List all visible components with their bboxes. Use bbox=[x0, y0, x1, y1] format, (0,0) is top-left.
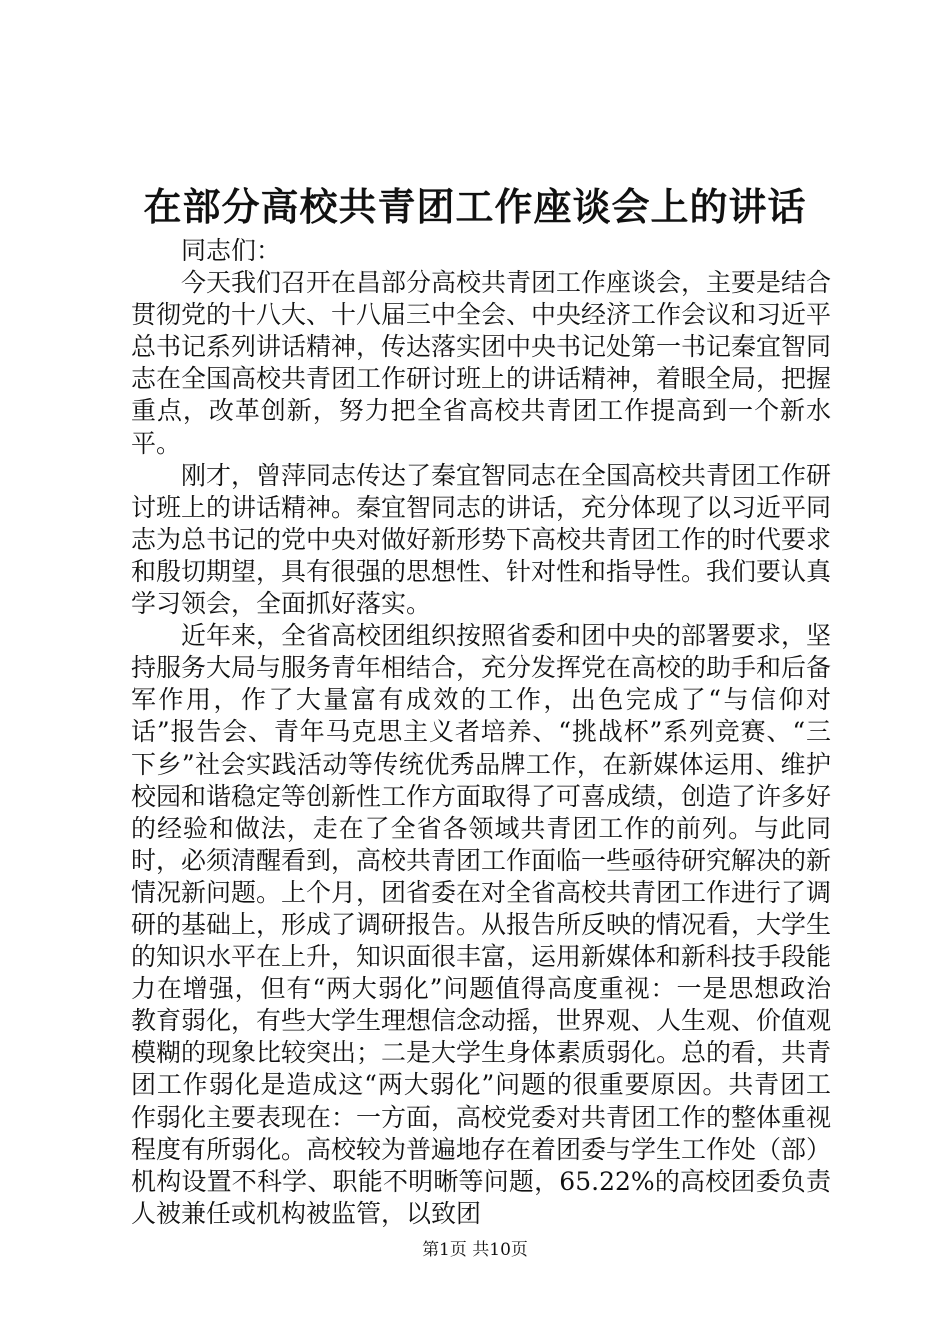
body-paragraph: 今天我们召开在昌部分高校共青团工作座谈会，主要是结合贯彻党的十八大、十八届三中全会、中央经济工作会议和习近平总书记系列讲话精神，传达落实团中央书记处第一书记秦宜智同志在全国高校共青团工作研讨班上的讲话精神，着眼全局，把握重点，改革创新，努力把全省高校共青团工作提高到一个新水平。 bbox=[131, 268, 832, 458]
body-paragraph: 刚才，曾萍同志传达了秦宜智同志在全国高校共青团工作研讨班上的讲话精神。秦宜智同志的讲话，充分体现了以习近平同志为总书记的党中央对做好新形势下高校共青团工作的时代要求和殷切期望，具有很强的思想性、针对性和指导性。我们要认真学习领会，全面抓好落实。 bbox=[131, 460, 832, 619]
salutation-paragraph: 同志们： bbox=[181, 236, 282, 265]
body-paragraph: 近年来，全省高校团组织按照省委和团中央的部署要求，坚持服务大局与服务青年相结合，充分发挥党在高校的助手和后备军作用，作了大量富有成效的工作，出色完成了“与信仰对话”报告会、青年马克思主义者培养、“挑战杯”系列竞赛、“三下乡”社会实践活动等传统优秀品牌工作，在新媒体运用、维护校园和谐稳定等创新性工作方面取得了可喜成绩，创造了许多好的经验和做法，走在了全省各领域共青团工作的前列。与此同时，必须清醒看到，高校共青团工作面临一些亟待研究解决的新情况新问题。上个月，团省委在对全省高校共青团工作进行了调研的基础上，形成了调研报告。从报告所反映的情况看，大学生的知识水平在上升，知识面很丰富，运用新媒体和新科技手段能力在增强，但有“两大弱化”问题值得高度重视：一是思想政治教育弱化，有些大学生理想信念动摇，世界观、人生观、价值观模糊的现象比较突出；二是大学生身体素质弱化。总的看，共青团工作弱化是造成这“两大弱化”问题的很重要原因。共青团工作弱化主要表现在：一方面，高校党委对共青团工作的整体重视程度有所弱化。高校较为普遍地存在着团委与学生工作处（部）机构设置不科学、职能不明晰等问题，65.22%的高校团委负责人被兼任或机构被监管，以致团 bbox=[131, 621, 832, 1228]
document-body bbox=[131, 235, 831, 1230]
document-title: 在部分高校共青团工作座谈会上的讲话 bbox=[143, 184, 807, 229]
page-number-footer: 第1页 共10页 bbox=[422, 1240, 528, 1260]
